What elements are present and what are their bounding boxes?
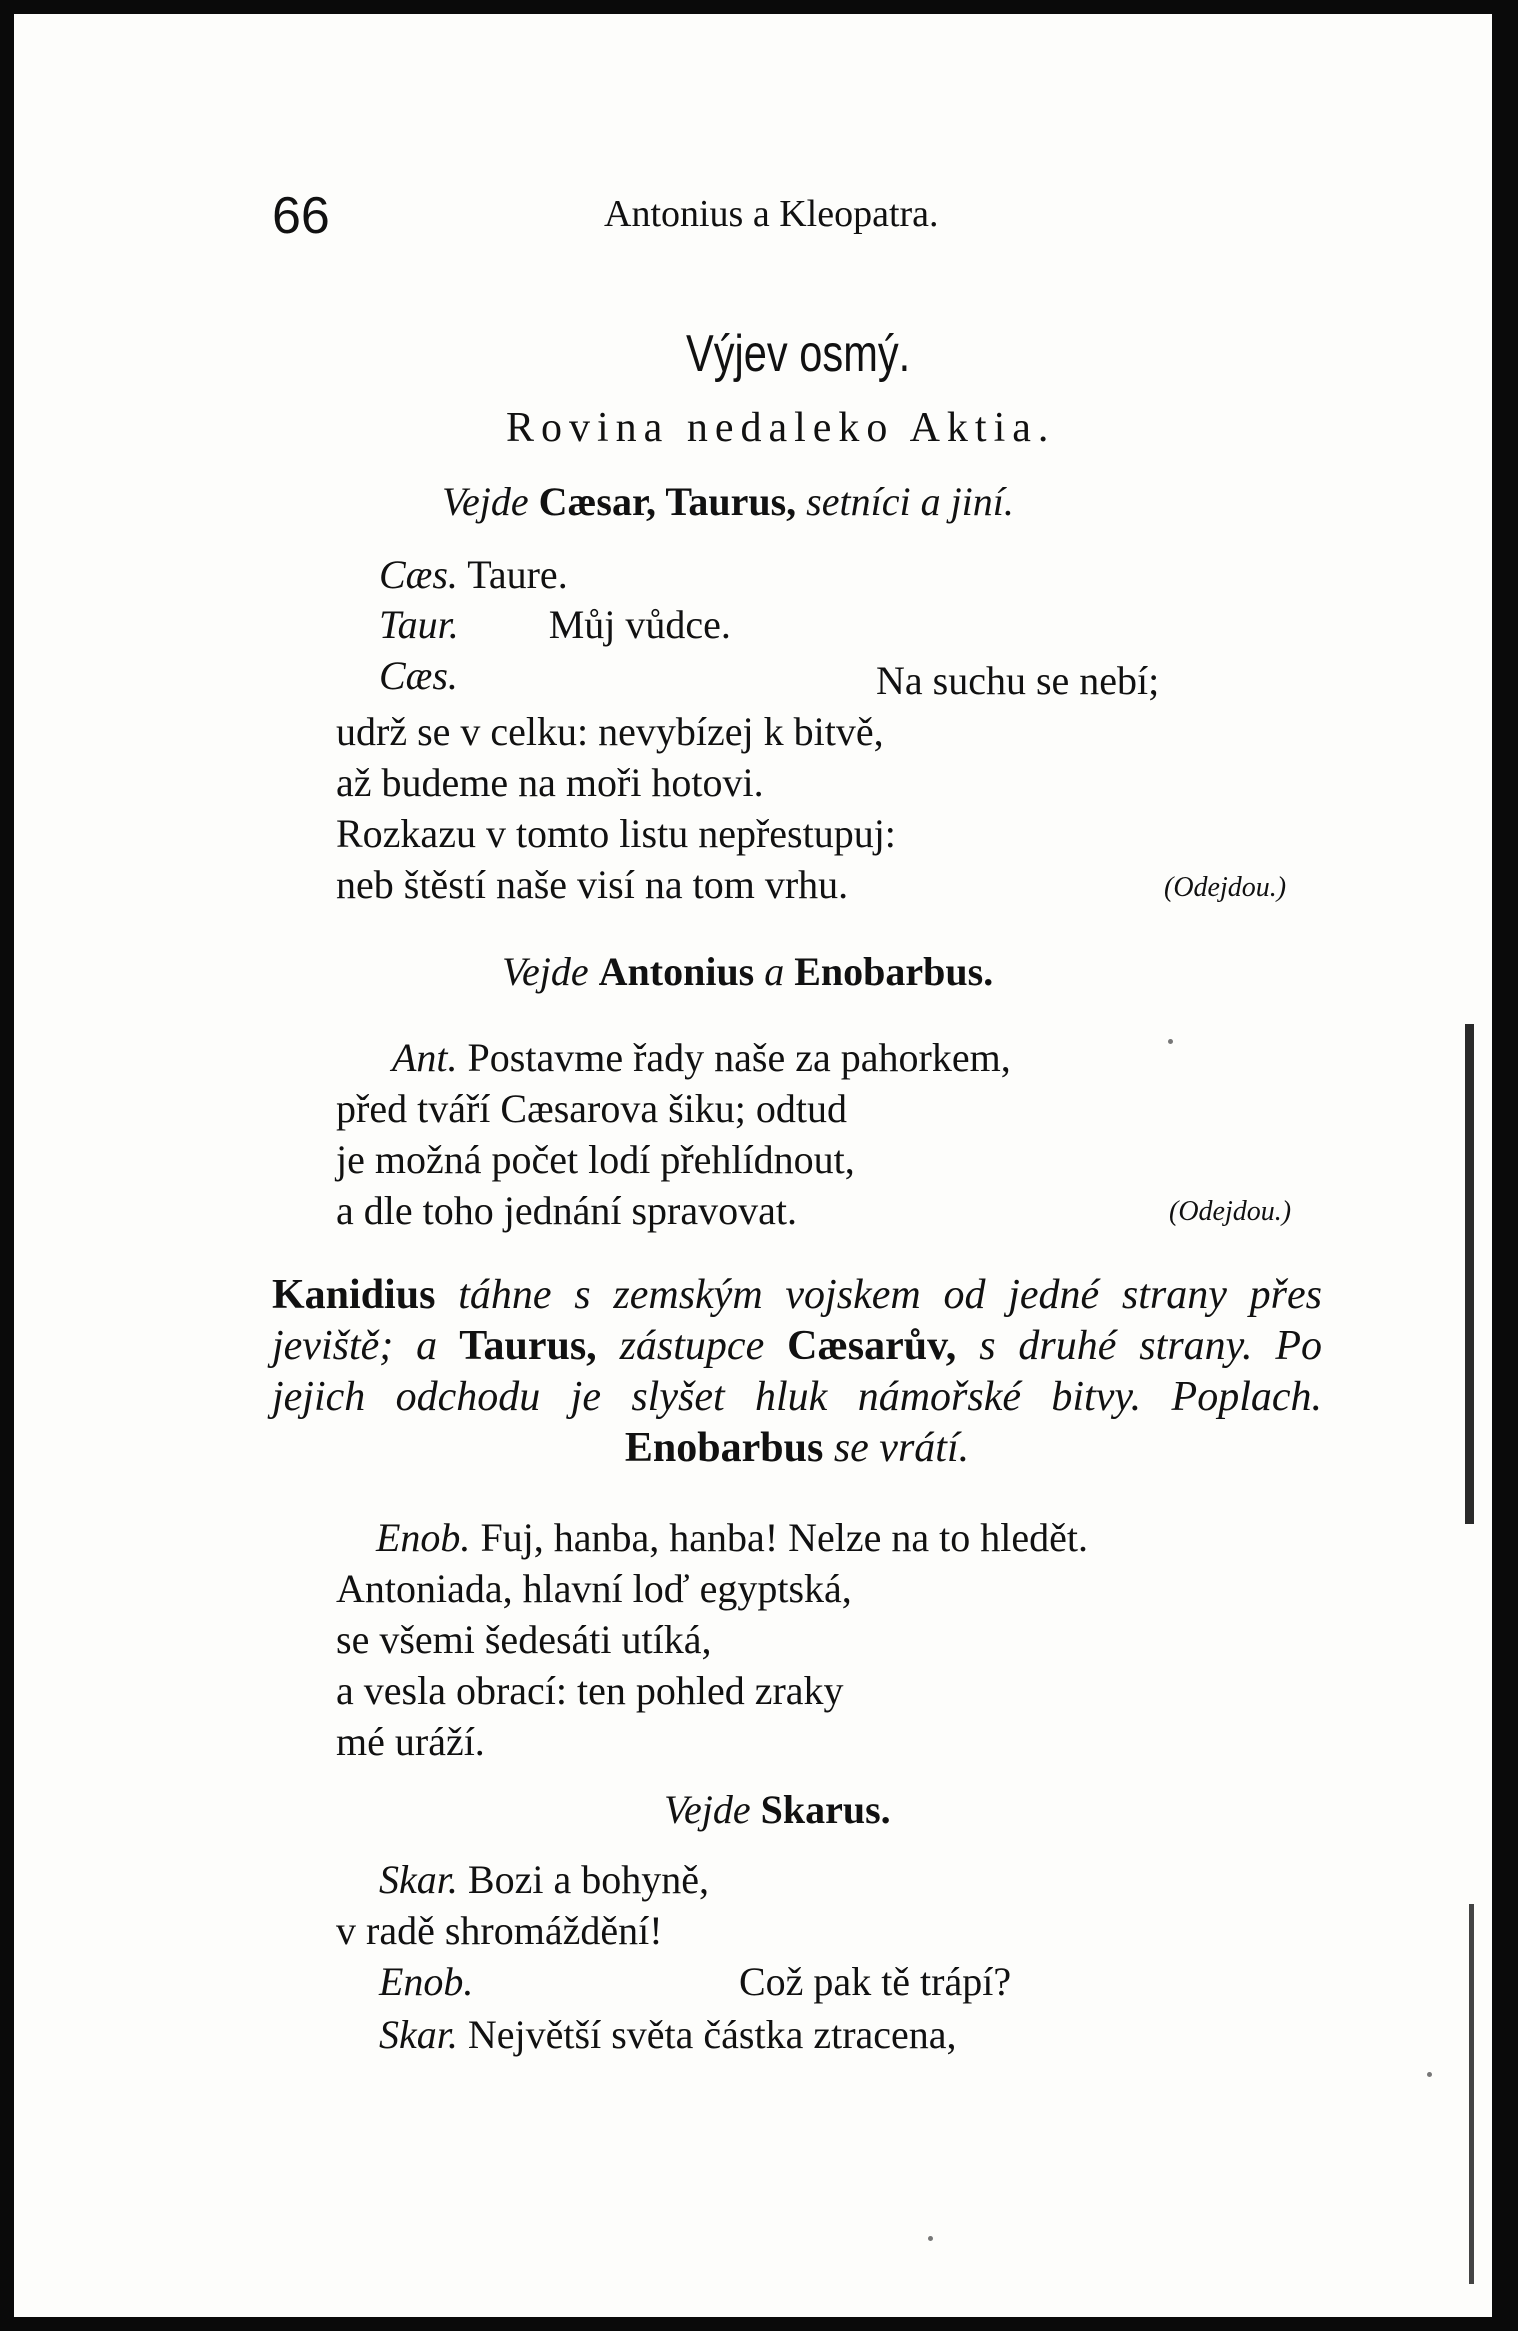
sd-word: a	[764, 949, 785, 994]
sd-word: táhne s zemským vojskem od jedné strany přes jeviště; a	[272, 1272, 1323, 1369]
stage-direction	[664, 1786, 891, 1833]
sd-word: Vejde	[502, 949, 589, 994]
sd-word: zástupce	[619, 1323, 765, 1369]
verse-line: je možná počet lodí přehlídnout,	[336, 1137, 855, 1182]
verse-line	[392, 1034, 1011, 1081]
line-text: Taure.	[467, 552, 568, 597]
sd-word: Enobarbus.	[794, 949, 994, 994]
verse-line	[379, 652, 458, 699]
line-text: Na suchu se nebí;	[876, 658, 1160, 703]
sd-word: Kanidius	[272, 1272, 436, 1318]
verse-line	[379, 1958, 473, 2005]
exit-direction: (Odejdou.)	[1169, 1196, 1292, 1227]
stage-direction-paragraph	[272, 1270, 1322, 1474]
paper-speck	[928, 2236, 933, 2241]
speaker-name: Cæs.	[379, 653, 458, 698]
line-text: Což pak tě trápí?	[739, 1959, 1012, 2004]
speaker-name: Enob.	[376, 1515, 471, 1560]
verse-line: a vesla obrací: ten pohled zraky	[336, 1668, 844, 1713]
page-edge-shadow	[1465, 1024, 1474, 1524]
scene-setting: Rovina nedaleko Aktia.	[506, 405, 1056, 451]
verse-line: v radě shromáždění!	[336, 1908, 663, 1953]
line-text: Postavme řady naše za pahorkem,	[467, 1035, 1011, 1080]
verse-line	[379, 2011, 957, 2058]
verse-line: mé uráží.	[336, 1719, 485, 1764]
verse-line: Rozkazu v tomto listu nepřestupuj:	[336, 811, 896, 856]
verse-line	[376, 1514, 1088, 1561]
sd-word: Cæsarův,	[787, 1323, 957, 1369]
exit-direction: (Odejdou.)	[1164, 872, 1287, 903]
paper-speck	[1168, 1039, 1173, 1044]
verse-line: se všemi šedesáti utíká,	[336, 1617, 712, 1662]
verse-line: neb štěstí naše visí na tom vrhu.	[336, 862, 849, 907]
scene-title: Výjev osmý.	[686, 325, 911, 383]
speaker-name: Skar.	[379, 2012, 458, 2057]
sd-word: Cæsar, Taurus,	[538, 479, 797, 524]
verse-line	[379, 551, 568, 598]
speaker-name: Cæs.	[379, 552, 458, 597]
line-text: Bozi a bohyně,	[467, 1857, 709, 1902]
verse-line: a dle toho jednání spravovat.	[336, 1188, 797, 1233]
speaker-name: Ant.	[392, 1035, 458, 1080]
page-number: 66	[272, 187, 330, 245]
verse-line: až budeme na moři hotovi.	[336, 760, 764, 805]
sd-word: Skarus.	[760, 1787, 891, 1832]
running-title: Antonius a Kleopatra.	[604, 193, 939, 235]
line-text: Fuj, hanba, hanba! Nelze na to hledět.	[480, 1515, 1088, 1560]
line-text: Můj vůdce.	[548, 602, 731, 647]
verse-line: před tváří Cæsarova šiku; odtud	[336, 1086, 848, 1131]
sd-word: Vejde	[664, 1787, 751, 1832]
speaker-name: Taur.	[379, 602, 459, 647]
sd-word: Antonius	[598, 949, 755, 994]
book-page	[14, 14, 1492, 2317]
sd-word: Enobarbus	[624, 1425, 824, 1471]
sd-word: Taurus,	[459, 1323, 597, 1369]
sd-word: Vejde	[442, 479, 529, 524]
sd-word: setníci a jiní.	[806, 479, 1014, 524]
sd-word: se vrátí.	[833, 1425, 970, 1471]
verse-line: udrž se v celku: nevybízej k bitvě,	[336, 709, 884, 754]
page-edge-shadow	[1469, 1904, 1474, 2284]
line-text: Největší světa částka ztracena,	[467, 2012, 957, 2057]
verse-line	[379, 1856, 709, 1903]
stage-direction	[502, 948, 993, 995]
speaker-name: Enob.	[379, 1959, 474, 2004]
sd-word: s druhé strany. Po jejich odchodu je slyšet hluk námořské bitvy. Poplach.	[272, 1323, 1323, 1420]
speaker-name: Skar.	[379, 1857, 458, 1902]
verse-line	[379, 601, 731, 648]
verse-line: Antoniada, hlavní loď egyptská,	[336, 1566, 852, 1611]
stage-direction	[442, 478, 1014, 525]
paper-speck	[1427, 2072, 1432, 2077]
